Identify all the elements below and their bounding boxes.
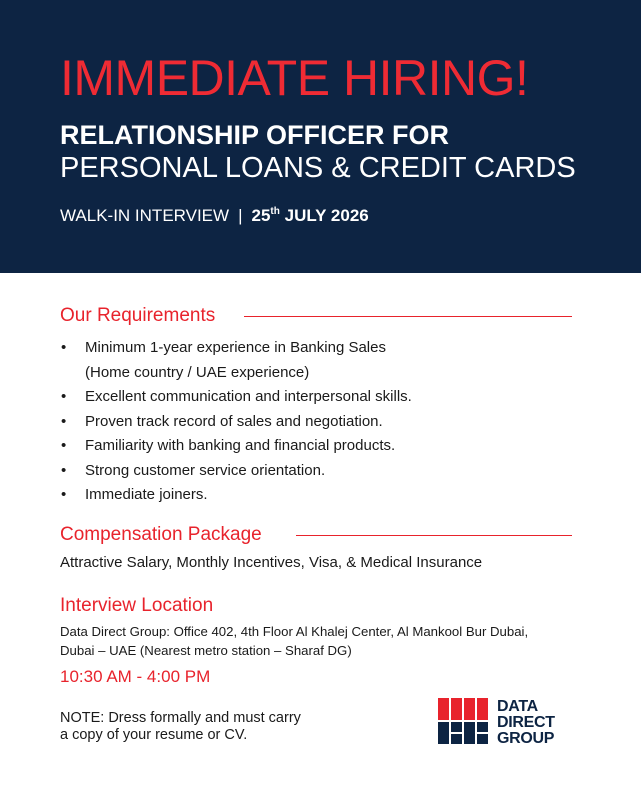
header-banner (0, 0, 641, 273)
address-line-1: Data Direct Group: Office 402, 4th Floor Al Khalej Center, Al Mankool Bur Dubai, (60, 624, 529, 639)
address-line-2: Dubai – UAE (Nearest metro station – Sharaf DG) (60, 643, 352, 658)
note-line-1: NOTE: Dress formally and must carry (60, 710, 301, 726)
bullet-icon: • (61, 486, 67, 503)
location-title: Interview Location (60, 595, 214, 616)
compensation-heading (60, 523, 262, 547)
note (60, 710, 301, 744)
requirements-title: Our Requirements (60, 305, 216, 326)
list-item (60, 410, 600, 435)
list-item-text: Strong customer service orientation. (85, 461, 326, 479)
bullet-icon: • (61, 437, 67, 454)
requirements-divider (244, 316, 572, 317)
bullet-icon: • (61, 339, 67, 356)
interview-date (252, 206, 369, 225)
list-item-text: Familiarity with banking and financial products. (85, 437, 396, 454)
headline: IMMEDIATE HIRING! (60, 50, 529, 106)
list-item-text: Proven track record of sales and negotiation. (85, 412, 383, 430)
requirements-list (60, 336, 600, 508)
bullet-icon: • (61, 461, 67, 479)
list-item-subtext: (Home country / UAE experience) (85, 363, 310, 381)
list-item (60, 483, 600, 508)
location-heading (60, 594, 213, 618)
role-title-line-2: PERSONAL LOANS & CREDIT CARDS (60, 152, 576, 184)
date-month-year: JULY 2026 (284, 206, 369, 225)
note-line-2: a copy of your resume or CV. (60, 727, 248, 743)
compensation-divider (296, 535, 572, 536)
list-item (60, 459, 600, 484)
list-item-text: Excellent communication and interpersonal skills. (85, 388, 412, 405)
list-item (60, 434, 600, 459)
compensation-text: Attractive Salary, Monthly Incentives, Visa, & Medical Insurance (60, 554, 483, 571)
list-item-text: Immediate joiners. (85, 486, 208, 503)
list-item-text: Minimum 1-year experience in Banking Sales (85, 339, 386, 356)
interview-time: 10:30 AM - 4:00 PM (60, 667, 211, 686)
date-suffix: th (270, 206, 280, 217)
logo-line-2: DIRECT (497, 714, 555, 731)
role-title-line-1: RELATIONSHIP OFFICER FOR (60, 120, 450, 150)
bullet-icon: • (61, 412, 67, 430)
requirements-heading (60, 304, 215, 328)
list-item (60, 385, 600, 410)
logo-wordmark (497, 699, 555, 747)
logo-line-1: DATA (497, 698, 538, 715)
bullet-icon: • (61, 388, 67, 405)
date-day: 25 (251, 206, 271, 225)
location-address (60, 622, 528, 660)
logo-line-3: GROUP (497, 730, 555, 747)
compensation-title: Compensation Package (60, 524, 262, 545)
walkin-separator: | (238, 206, 243, 225)
walkin-label: WALK-IN INTERVIEW (60, 206, 230, 225)
walkin-interview-line (60, 205, 369, 227)
list-item (60, 336, 600, 385)
